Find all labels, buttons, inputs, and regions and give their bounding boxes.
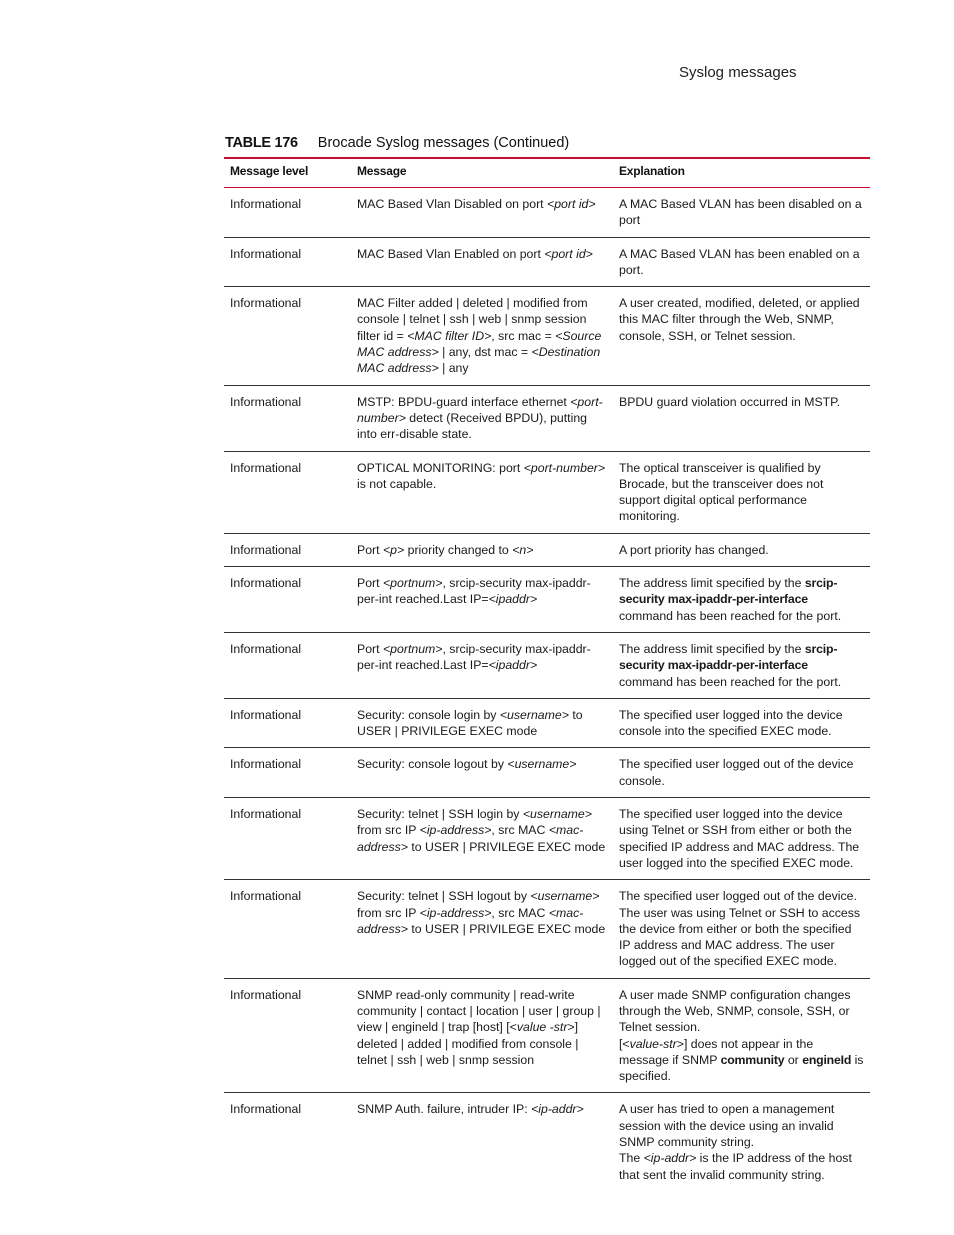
text-run: command has been reached for the port. — [619, 674, 842, 689]
explanation-cell — [613, 237, 870, 287]
text-run: A user made SNMP configuration changes through the Web, SNMP, console, SSH, or Telnet session. — [619, 987, 851, 1035]
syslog-messages-table — [224, 157, 870, 1191]
text-run: Security: telnet | SSH logout by — [357, 889, 531, 904]
explanation-cell — [613, 978, 870, 1093]
text-run: The address limit specified by the — [619, 641, 805, 656]
text-run: , srcip-security max-ipaddr-per-int reached.Last IP= — [357, 641, 591, 673]
explanation-cell — [613, 567, 870, 633]
table-row — [224, 748, 870, 798]
message-level-cell: Informational — [230, 542, 302, 557]
command-keyword: srcip-security max-ipaddr-per-interface — [619, 641, 838, 673]
command-keyword: community — [720, 1052, 785, 1067]
text-run: priority changed to — [404, 542, 513, 557]
text-run: A MAC Based VLAN has been enabled on a port. — [619, 246, 860, 277]
text-run: A MAC Based VLAN has been disabled on a port — [619, 197, 862, 228]
message-level-cell: Informational — [230, 987, 302, 1002]
explanation-cell — [613, 698, 870, 748]
variable-placeholder: <ip-address> — [419, 823, 492, 838]
text-run: , srcip-security max-ipaddr-per-int reached.Last IP= — [357, 576, 591, 607]
text-run: The optical transceiver is qualified by Brocade, but the transceiver does not support digital optical performance monitoring. — [619, 460, 824, 524]
explanation-cell — [613, 748, 870, 798]
variable-placeholder: <Destination MAC address> — [357, 345, 601, 376]
text-run: is the IP address of the host that sent the invalid community string. — [619, 1151, 852, 1182]
text-run: SNMP Auth. failure, intruder IP: — [357, 1102, 532, 1117]
text-run: is not capable. — [357, 476, 437, 491]
table-row — [224, 798, 870, 880]
column-header-explanation: Explanation — [619, 164, 685, 178]
text-run: to USER | PRIVILEGE EXEC mode — [407, 921, 606, 936]
variable-placeholder: <MAC filter ID> — [407, 328, 492, 343]
text-run: from src IP — [357, 823, 420, 838]
table-row — [224, 451, 870, 533]
message-level-cell: Informational — [230, 757, 302, 772]
variable-placeholder: <ipaddr> — [488, 592, 538, 607]
message-level-cell: Informational — [230, 394, 302, 409]
table-row — [224, 978, 870, 1093]
variable-placeholder: value-str — [629, 1036, 677, 1051]
text-run: A user created, modified, deleted, or applied this MAC filter through the Web, SNMP, console, SSH, or Telnet session. — [619, 296, 860, 343]
table-row — [224, 698, 870, 748]
text-run: command has been reached for the port. — [619, 608, 842, 623]
variable-placeholder: <p> — [382, 542, 405, 557]
explanation-cell — [613, 798, 870, 880]
variable-placeholder: <mac-address> — [357, 823, 584, 854]
message-level-cell: Informational — [230, 460, 302, 475]
message-cell — [351, 978, 613, 1093]
message-cell — [351, 748, 613, 798]
text-run: OPTICAL MONITORING: port — [357, 460, 524, 475]
text-run: The specified user logged out of the device console. — [619, 757, 854, 788]
message-level-cell: Informational — [230, 576, 302, 591]
variable-placeholder: <portnum> — [382, 641, 443, 656]
message-cell — [351, 798, 613, 880]
text-run: detect (Received BPDU), putting into err-disable state. — [357, 410, 588, 442]
table-header-row — [224, 158, 870, 188]
message-cell — [351, 385, 613, 451]
text-run: The — [619, 1151, 644, 1166]
explanation-cell — [613, 1093, 870, 1191]
message-cell — [351, 632, 613, 698]
text-run: | any, dst mac = — [438, 345, 532, 360]
table-row — [224, 385, 870, 451]
message-cell — [351, 567, 613, 633]
variable-placeholder: <portnum> — [382, 576, 443, 591]
text-run: MAC Based Vlan Disabled on port — [357, 197, 548, 211]
text-run: The specified user logged into the device using Telnet or SSH from either or both the specified IP address and MAC address. The user logged into the specified EXEC mode. — [619, 807, 860, 870]
text-run: or — [784, 1052, 803, 1067]
table-caption — [225, 135, 569, 151]
table-title: Brocade Syslog messages (Continued) — [317, 135, 570, 151]
text-run: , src mac = — [491, 328, 556, 343]
text-run: The address limit specified by the — [619, 576, 805, 591]
text-run: Security: console logout by — [357, 757, 508, 772]
message-cell — [351, 1093, 613, 1191]
explanation-cell — [613, 385, 870, 451]
variable-placeholder: <username> — [522, 807, 592, 822]
command-keyword: engineId — [802, 1052, 852, 1067]
explanation-cell — [613, 287, 870, 385]
variable-placeholder: <ip-addr> — [531, 1102, 584, 1117]
message-level-cell: Informational — [230, 197, 302, 211]
variable-placeholder: <username> — [507, 757, 577, 772]
variable-placeholder: <username> — [530, 889, 600, 904]
message-cell — [351, 698, 613, 748]
variable-placeholder: <ip-address> — [419, 905, 492, 920]
text-run: MAC Based Vlan Enabled on port — [357, 246, 545, 261]
running-header-title: Syslog messages — [679, 64, 797, 81]
text-run: Security: telnet | SSH login by — [357, 807, 523, 822]
message-level-cell: Informational — [230, 296, 302, 311]
text-run: MSTP: BPDU-guard interface ethernet — [357, 394, 571, 409]
variable-placeholder: value -str — [516, 1020, 568, 1035]
column-header-message: Message — [357, 164, 407, 178]
text-run: BPDU guard violation occurred in MSTP. — [619, 394, 841, 409]
explanation-cell — [613, 451, 870, 533]
message-cell — [351, 533, 613, 566]
variable-placeholder: <port-number> — [357, 394, 603, 425]
text-run: Port — [357, 641, 383, 656]
text-run: >] does not appear in the message if SNMP — [619, 1036, 814, 1067]
text-run: >] deleted | added | modified from console | telnet | ssh | web | snmp session — [357, 1020, 579, 1067]
text-run: [< — [619, 1036, 630, 1051]
message-cell — [351, 451, 613, 533]
text-run: Port — [357, 576, 383, 591]
table-row — [224, 533, 870, 566]
table-row — [224, 1093, 870, 1191]
variable-placeholder: <username> — [499, 707, 569, 722]
table-number: TABLE 176 — [225, 135, 298, 151]
message-cell — [351, 880, 613, 978]
message-level-cell: Informational — [230, 807, 302, 822]
table-row — [224, 880, 870, 978]
text-run: The specified user logged into the device console into the specified EXEC mode. — [619, 707, 843, 739]
text-run: SNMP read-only community | read-write community | contact | location | user | group | view | engineld | trap [host] [< — [357, 987, 601, 1035]
text-run: , src MAC — [491, 905, 549, 920]
text-run: MAC Filter added | deleted | modified from console | telnet | ssh | web | snmp session filter id = — [357, 296, 588, 343]
variable-placeholder: <Source MAC address> — [357, 328, 602, 360]
text-run: | any — [438, 361, 469, 376]
message-level-cell: Informational — [230, 707, 302, 722]
table-row — [224, 632, 870, 698]
text-run: to USER | PRIVILEGE EXEC mode — [357, 707, 583, 739]
text-run: , src MAC — [491, 823, 549, 838]
text-run: Security: console login by — [357, 707, 500, 722]
variable-placeholder: <ip-addr> — [643, 1151, 697, 1166]
variable-placeholder: <port id> — [547, 197, 596, 211]
message-cell — [351, 188, 613, 238]
text-run: to USER | PRIVILEGE EXEC mode — [407, 839, 606, 854]
text-run: from src IP — [357, 905, 420, 920]
text-run: A user has tried to open a management session with the device using an invalid SNMP community string. — [619, 1102, 835, 1150]
text-run: A port priority has changed. — [619, 542, 769, 557]
message-level-cell: Informational — [230, 889, 302, 904]
variable-placeholder: <n> — [512, 542, 534, 557]
text-run: is specified. — [619, 1052, 864, 1084]
explanation-cell — [613, 880, 870, 978]
message-level-cell: Informational — [230, 641, 302, 656]
table-row — [224, 188, 870, 238]
explanation-cell — [613, 188, 870, 238]
message-cell — [351, 287, 613, 385]
variable-placeholder: <ipaddr> — [488, 658, 538, 673]
explanation-cell — [613, 632, 870, 698]
message-level-cell: Informational — [230, 246, 302, 261]
variable-placeholder: <port-number> — [523, 460, 606, 475]
explanation-cell — [613, 533, 870, 566]
table-row — [224, 287, 870, 385]
table-row — [224, 237, 870, 287]
message-cell — [351, 237, 613, 287]
column-header-message-level: Message level — [230, 164, 309, 178]
command-keyword: srcip-security max-ipaddr-per-interface — [619, 576, 838, 607]
text-run: Port — [357, 542, 383, 557]
variable-placeholder: <mac-address> — [357, 905, 584, 936]
variable-placeholder: <port id> — [544, 246, 593, 261]
message-level-cell: Informational — [230, 1102, 302, 1117]
table-row — [224, 567, 870, 633]
text-run: The specified user logged out of the device. The user was using Telnet or SSH to access the device from either or both the specified IP address and MAC address. The user logged out of the specified EXEC mode. — [619, 889, 861, 969]
